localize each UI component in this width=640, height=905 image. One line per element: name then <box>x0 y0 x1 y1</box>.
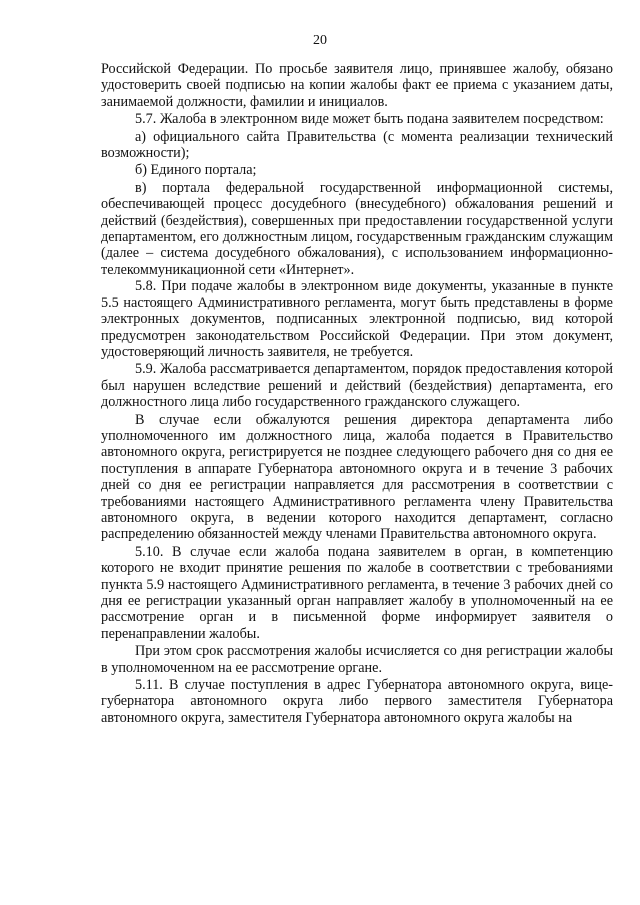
paragraph-review-period: При этом срок рассмотрения жалобы исчисляется со дня регистрации жалобы в уполномоченном на ее рассмотрение органе. <box>101 643 613 676</box>
list-item-v: в) портала федеральной государственной информационной системы, обеспечивающей процесс досудебного (внесудебного) обжалования решений и действий (бездействия), совершенных при предоставлении государственной услуги департаментом, его должностным лицом, государственным гражданским служащим (далее – система досудебного обжалования), с использованием информационно-телекоммуникационной сети «Интернет». <box>101 179 613 278</box>
paragraph-5-8: 5.8. При подаче жалобы в электронном виде документы, указанные в пункте 5.5 настоящего Административного регламента, могут быть представлены в форме электронных документов, подписанных электронной подписью, вид которой предусмотрен законодательством Российской Федерации. При этом документ, удостоверяющий личность заявителя, не требуется. <box>101 278 613 360</box>
document-body <box>101 61 613 726</box>
list-item-a: а) официального сайта Правительства (с момента реализации технический возможности); <box>101 128 613 162</box>
page-number: 20 <box>313 33 327 48</box>
paragraph-continuation: Российской Федерации. По просьбе заявителя лицо, принявшее жалобу, обязано удостоверить своей подписью на копии жалобы факт ее приема с указанием даты, занимаемой должности, фамилии и инициалов. <box>101 61 613 110</box>
list-item-b: б) Единого портала; <box>135 162 257 179</box>
paragraph-5-10: 5.10. В случае если жалоба подана заявителем в орган, в компетенцию которого не входит принятие решения по жалобе в соответствии с требованиями пункта 5.9 настоящего Административного регламента, в течение 3 рабочих дней со дня ее регистрации указанный орган направляет жалобу в уполномоченный на ее рассмотрение орган и в письменной форме информирует заявителя о перенаправлении жалобы. <box>101 543 613 642</box>
paragraph-appeal-director: В случае если обжалуются решения директора департамента либо уполномоченного им должностного лица, жалоба подается в Правительство автономного округа, регистрируется не позднее следующего рабочего дня со дня ее поступления в аппарате Губернатора автономного округа и в течение 3 рабочих дней со дня ее регистрации направляется для рассмотрения в соответствии с требованиями настоящего Административного регламента члену Правительства автономного округа, в ведении которого находится департамент, согласно распределению обязанностей между членами Правительства автономного округа. <box>101 411 613 543</box>
paragraph-5-7: 5.7. Жалоба в электронном виде может быть подана заявителем посредством: <box>135 111 604 128</box>
paragraph-5-11: 5.11. В случае поступления в адрес Губернатора автономного округа, вице-губернатора автономного округа либо первого заместителя Губернатора автономного округа, заместителя Губернатора автономного округа жалобы на <box>101 677 613 726</box>
paragraph-5-9: 5.9. Жалоба рассматривается департаментом, порядок предоставления которой был нарушен вследствие решений и действий (бездействия) департамента, его должностного лица либо государственного гражданского служащего. <box>101 361 613 411</box>
